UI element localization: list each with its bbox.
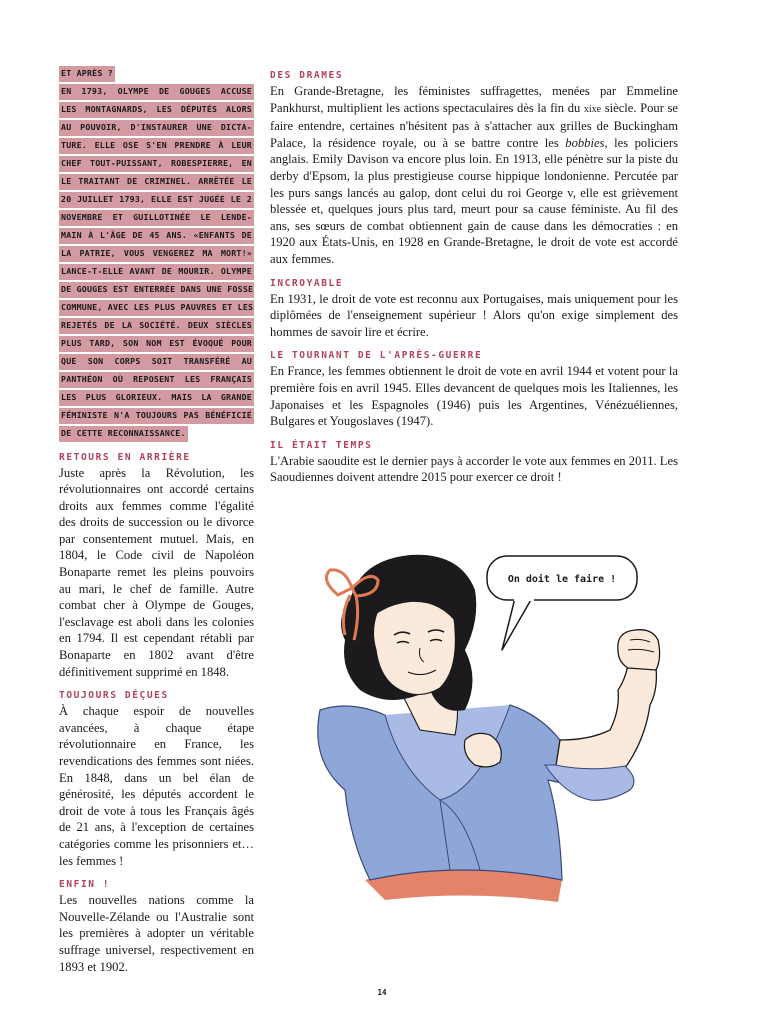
highlight-line: AU POUVOIR, D'INSTAURER UNE DICTA- xyxy=(59,120,254,136)
highlight-line: LE TRAITANT DE CRIMINEL. ARRÊTÉE LE xyxy=(59,174,254,190)
section-heading: IL ÉTAIT TEMPS xyxy=(270,439,373,451)
highlight-line: DE CETTE RECONNAISSANCE. xyxy=(59,426,188,442)
italic-term: bobbies xyxy=(565,135,605,150)
section-text: L'Arabie saoudite est le dernier pays à accorder le vote aux femmes en 2011. Les Saoudiennes doivent attendre 2015 pour exercer ce droit ! xyxy=(270,453,678,485)
century-numeral: xixe xyxy=(583,103,602,115)
highlight-line: QUE SON CORPS SOIT TRANSFÉRÉ AU xyxy=(59,354,254,370)
highlight-line: REJETÉS DE LA SOCIÉTÉ. DEUX SIÈCLES xyxy=(59,318,254,334)
text-segment: En Grande-Bretagne, les féministes suffragettes, menées par Emmeline Pankhurst, multiplient les actions spectaculaires dès la fin du xyxy=(270,84,678,115)
highlight-line: DE GOUGES EST ENTERRÉE DANS UNE FOSSE xyxy=(59,282,254,298)
raised-arm xyxy=(555,665,656,775)
section-heading: TOUJOURS DÉÇUES xyxy=(59,690,169,702)
highlight-line: LA PATRIE, VOUS VENGEREZ MA MORT!» xyxy=(59,246,254,262)
section-text: En 1931, le droit de vote est reconnu aux Portugaises, mais uniquement pour les diplômées de l'enseignement supérieur ! Alors qu'on exige simplement des hommes de savoir lire et écrire. xyxy=(270,291,678,339)
woman-illustration xyxy=(290,540,710,920)
highlight-line: NOVEMBRE ET GUILLOTINÉE LE LENDE- xyxy=(59,210,254,226)
highlight-line: LES PLUS GLORIEUX. MAIS LA GRANDE xyxy=(59,390,254,406)
highlight-block xyxy=(59,66,254,442)
section-heading: DES DRAMES xyxy=(270,70,344,81)
section-heading: LE TOURNANT DE L'APRÈS-GUERRE xyxy=(270,350,483,362)
highlight-line: EN 1793, OLYMPE DE GOUGES ACCUSE xyxy=(59,84,254,100)
section-text: Les nouvelles nations comme la Nouvelle-Zélande ou l'Australie sont les premières à adopter un véritable suffrage universel, respectivement en 1893 et 1902. xyxy=(59,893,254,974)
highlight-line: FÉMINISTE N'A TOUJOURS PAS BÉNÉFICIÉ xyxy=(59,408,254,424)
highlight-line: LES MONTAGNARDS, LES DÉPUTÉS ALORS xyxy=(59,102,254,118)
section-heading: ENFIN ! xyxy=(59,879,111,891)
highlight-line: LANCE-T-ELLE AVANT DE MOURIR. OLYMPE xyxy=(59,264,254,280)
text-segment: siècle. Pour se faire entendre, certaines n'hésitent pas à s'attacher aux grilles de Buckingham Palace, la résidence royale, ou à se battre contre les xyxy=(270,100,678,150)
section-text: En France, les femmes obtiennent le droit de vote en avril 1944 et votent pour la première fois en avril 1945. Elles devancent de quelques mois les Italiennes, les Japonaises et les Espagnoles (1946) puis les Argentines, Vénézuéliennes, Bulgares et Yougoslaves (1947). xyxy=(270,364,678,429)
section-text xyxy=(270,83,678,268)
highlight-line: MAIN À L'ÂGE DE 45 ANS. «ENFANTS DE xyxy=(59,228,254,244)
highlight-line: 20 JUILLET 1793, ELLE EST JUGÉE LE 2 xyxy=(59,192,254,208)
highlight-heading: ET APRÈS ? xyxy=(59,66,115,82)
section-heading: INCROYABLE xyxy=(270,277,344,289)
highlight-line: PANTHÉON OÙ REPOSENT LES FRANÇAIS xyxy=(59,372,254,388)
section-heading: RETOURS EN ARRIÈRE xyxy=(59,451,191,463)
highlight-line: PLUS TARD, SON NOM EST ÉVOQUÉ POUR xyxy=(59,336,254,352)
left-column xyxy=(59,66,254,975)
text-segment: , les policiers anglais. Emily Davison va encore plus loin. En 1913, elle pénètre sur la piste du derby d'Epsom, la plus prestigieuse course hippique londonienne. Percutée par les purs sangs lancés au galop, dont celui du roi George v, elle est grièvement blessée et, quelques jours plus tard, meurt pour sa cause féministe. Au fil des ans, ses sœurs de combat obtiennent gain de cause dans les démocraties : en 1920 aux États-Unis, en 1928 en Grande-Bretagne, le droit de vote est accordé aux femmes. xyxy=(270,135,678,266)
highlight-line: TURE. ELLE OSE S'EN PRENDRE À LEUR xyxy=(59,138,254,154)
page-number: 14 xyxy=(377,988,387,997)
section-text: À chaque espoir de nouvelles avancées, à chaque étape révolutionnaire en France, les revendications des femmes sont niées. En 1848, dans un bel élan de générosité, les députés accordent le droit de vote à tous les Français âgés de 21 ans, à l'exception de certaines catégories comme les prisonniers et… les femmes ! xyxy=(59,704,254,868)
speech-bubble xyxy=(487,556,637,650)
section-text: Juste après la Révolution, les révolutionnaires ont accordé certains droits aux femmes comme l'égalité des droits de succession ou le divorce par consentement mutuel. Mais, en 1804, le Code civil de Napoléon Bonaparte remet les pleins pouvoirs au mari, le chef de famille. Autre combat cher à Olympe de Gouges, l'esclavage est aboli dans les colonies en 1794. Il est cependant rétabli par Bonaparte en 1802 avant d'être définitivement supprimé en 1848. xyxy=(59,465,254,679)
highlight-line: COMMUNE, AVEC LES PLUS PAUVRES ET LES xyxy=(59,300,254,316)
right-column xyxy=(270,70,678,486)
highlight-line: CHEF TOUT-PUISSANT, ROBESPIERRE, EN xyxy=(59,156,254,172)
speech-text: On doit le faire ! xyxy=(507,574,617,585)
